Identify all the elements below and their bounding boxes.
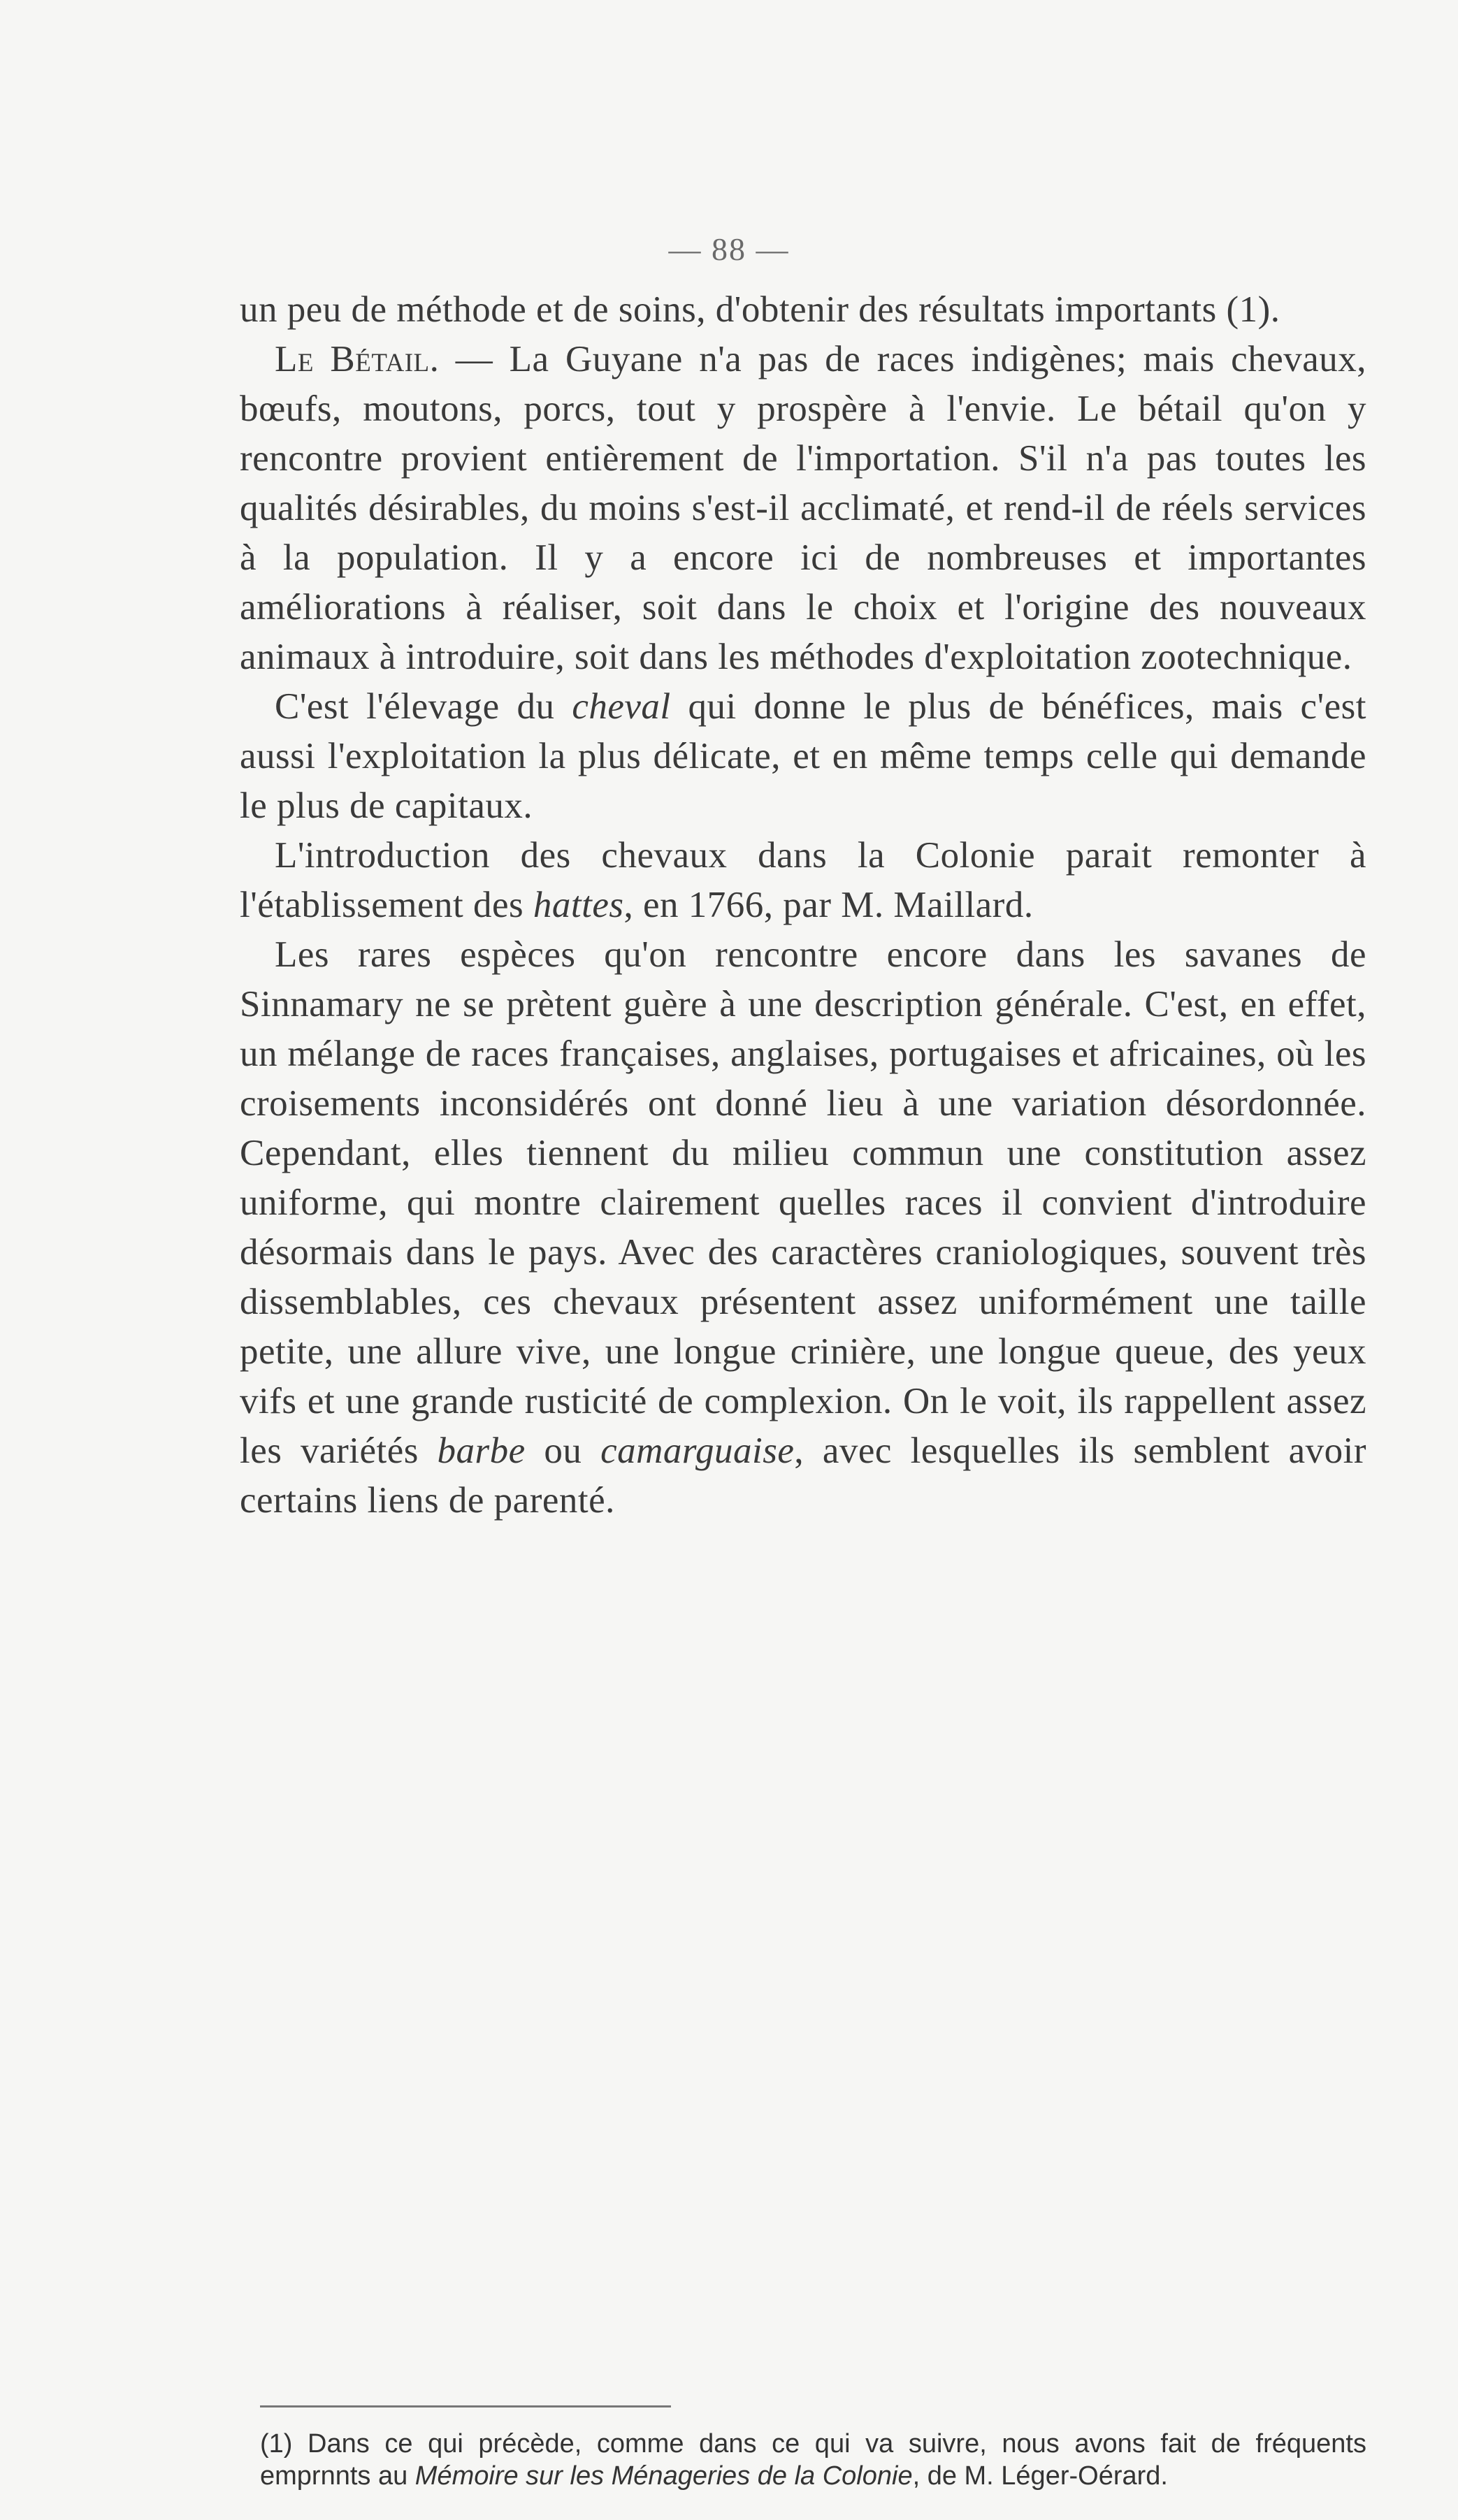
italic-term: camarguaise <box>600 1431 795 1471</box>
italic-term: barbe <box>437 1431 526 1471</box>
paragraph-text: Les rares espèces qu'on rencontre encore dans les savanes de Sinnamary ne se prètent guère à une description générale. C'est, en effet, un mélange de races françaises, anglaises, portugaises et africaines, où les croisements inconsidérés ont donné lieu à une variation désordonnée. Cependant, elles tiennent du milieu commun une constitution assez uniforme, qui montre clairement quelles races il convient d'introduire désormais dans le pays. Avec des caractères craniologiques, souvent très dissemblables, ces chevaux présentent assez uniformément une taille petite, une allure vive, une longue crinière, une longue queue, des yeux vifs et une grande rusticité de complexion. On le voit, ils rappellent assez les variétés <box>240 934 1366 1471</box>
paragraph-text: L'introduction des chevaux dans la Colonie parait remonter à l'établissement des <box>240 835 1366 925</box>
section-heading: Le Bétail. <box>275 339 440 379</box>
paragraph-text: ou <box>525 1431 601 1471</box>
footnote-tail: , de M. Léger-Oérard. <box>912 2461 1168 2491</box>
paragraph-continuation <box>240 285 1366 335</box>
paragraph-introduction <box>240 831 1366 930</box>
page-number: — 88 — <box>668 231 790 267</box>
italic-term: cheval <box>572 686 671 727</box>
paragraph-cheval <box>240 682 1366 831</box>
footnote-divider <box>260 2405 671 2407</box>
footnote <box>260 2428 1366 2492</box>
paragraph-text: qui donne le plus de bénéfices, mais c'est aussi l'exploitation la plus délicate, et en même temps celle qui demande le plus de capitaux. <box>240 686 1366 826</box>
paragraph-especes <box>240 930 1366 1526</box>
paragraph-text: — La Guyane n'a pas de races indigènes; mais chevaux, bœufs, moutons, porcs, tout y prospère à l'envie. Le bétail qu'on y rencontre provient entièrement de l'importation. S'il n'a pas toutes les qualités désirables, du moins s'est-il acclimaté, et rend-il de réels services à la population. Il y a encore ici de nombreuses et importantes améliorations à réaliser, soit dans le choix et l'origine des nouveaux animaux à introduire, soit dans les méthodes d'exploitation zootechnique. <box>240 339 1366 677</box>
footnote-italic-title: Mémoire sur les Ménageries de la Colonie <box>414 2461 913 2491</box>
paragraph-text: , avec lesquelles ils semblent avoir certains liens de parenté. <box>240 1431 1366 1521</box>
paragraph-betail <box>240 335 1366 682</box>
paragraph-text: , en 1766, par M. Maillard. <box>623 885 1034 925</box>
body-text <box>240 285 1366 1526</box>
footnote-lead: (1) Dans ce qui précède, comme dans ce qui va suivre, nous avons fait de fréquents emprnnts au <box>260 2429 1366 2491</box>
paragraph-text: un peu de méthode et de soins, d'obtenir des résultats importants (1). <box>240 289 1280 330</box>
paragraph-text: C'est l'élevage du <box>275 686 572 727</box>
footnote-text <box>260 2428 1366 2492</box>
italic-term: hattes <box>533 885 624 925</box>
